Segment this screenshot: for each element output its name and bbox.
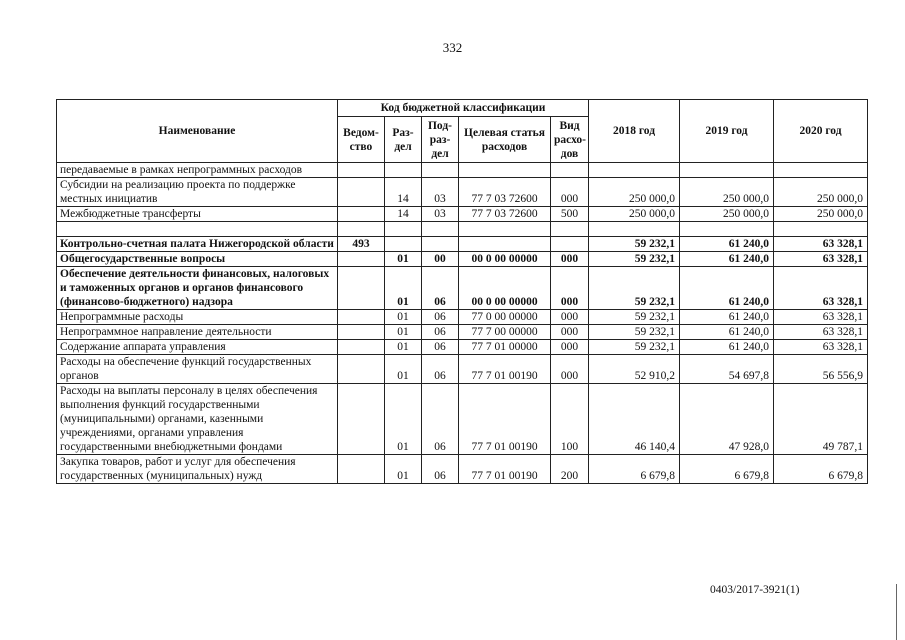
- cell-razdel: 01: [385, 340, 422, 355]
- table-row: [57, 340, 868, 355]
- table-row: [57, 355, 868, 384]
- cell-vid: 000: [551, 355, 589, 384]
- table-row: [57, 267, 868, 310]
- cell-celevaya-statya: 77 7 01 00190: [459, 355, 551, 384]
- cell-vid: 000: [551, 310, 589, 325]
- cell-2018: [589, 222, 680, 237]
- cell-razdel: 01: [385, 310, 422, 325]
- cell-2018: 59 232,1: [589, 267, 680, 310]
- row-name: Контрольно-счетная палата Нижегородской области: [57, 237, 338, 252]
- row-name: Общегосударственные вопросы: [57, 252, 338, 267]
- cell-2019: 61 240,0: [680, 325, 774, 340]
- cell-razdel: 01: [385, 455, 422, 484]
- cell-vedomstvo: [338, 340, 385, 355]
- budget-table-container: [56, 99, 867, 484]
- cell-vid: 100: [551, 384, 589, 455]
- cell-2019: [680, 163, 774, 178]
- row-name: Закупка товаров, работ и услуг для обеспечения государственных (муниципальных) нужд: [57, 455, 338, 484]
- cell-2019: 54 697,8: [680, 355, 774, 384]
- cell-celevaya-statya: 00 0 00 00000: [459, 252, 551, 267]
- cell-podrazdel: [422, 163, 459, 178]
- cell-vedomstvo: [338, 267, 385, 310]
- row-name: Непрограммное направление деятельности: [57, 325, 338, 340]
- cell-2019: [680, 222, 774, 237]
- row-name: Обеспечение деятельности финансовых, налоговых и таможенных органов и органов финансового (финансово-бюджетного) надзора: [57, 267, 338, 310]
- cell-2018: 250 000,0: [589, 207, 680, 222]
- cell-2020: 63 328,1: [774, 310, 868, 325]
- cell-vid: 000: [551, 340, 589, 355]
- cell-podrazdel: 03: [422, 207, 459, 222]
- cell-vedomstvo: [338, 355, 385, 384]
- cell-celevaya-statya: 00 0 00 00000: [459, 267, 551, 310]
- cell-razdel: 14: [385, 178, 422, 207]
- cell-vid: 000: [551, 325, 589, 340]
- row-name: Содержание аппарата управления: [57, 340, 338, 355]
- cell-vedomstvo: [338, 163, 385, 178]
- cell-vedomstvo: [338, 207, 385, 222]
- cell-2019: 47 928,0: [680, 384, 774, 455]
- cell-podrazdel: 00: [422, 252, 459, 267]
- document-code: 0403/2017-3921(1): [710, 584, 800, 596]
- header-celevaya-statya: Целевая статья расходов: [459, 117, 551, 163]
- cell-razdel: [385, 237, 422, 252]
- cell-celevaya-statya: 77 7 01 00000: [459, 340, 551, 355]
- cell-vid: 000: [551, 252, 589, 267]
- cell-2018: [589, 163, 680, 178]
- cell-razdel: 14: [385, 207, 422, 222]
- row-name: Субсидии на реализацию проекта по поддержке местных инициатив: [57, 178, 338, 207]
- cell-vedomstvo: [338, 310, 385, 325]
- cell-2020: 56 556,9: [774, 355, 868, 384]
- table-row: [57, 455, 868, 484]
- cell-celevaya-statya: 77 7 03 72600: [459, 178, 551, 207]
- cell-podrazdel: 06: [422, 384, 459, 455]
- cell-2020: 63 328,1: [774, 267, 868, 310]
- cell-podrazdel: 06: [422, 340, 459, 355]
- cell-vedomstvo: 493: [338, 237, 385, 252]
- cell-podrazdel: [422, 237, 459, 252]
- row-name: Расходы на обеспечение функций государственных органов: [57, 355, 338, 384]
- cell-2019: 61 240,0: [680, 310, 774, 325]
- header-2019: 2019 год: [680, 100, 774, 163]
- cell-vid: [551, 237, 589, 252]
- cell-2020: 250 000,0: [774, 207, 868, 222]
- cell-razdel: 01: [385, 267, 422, 310]
- header-2020: 2020 год: [774, 100, 868, 163]
- cell-vid: 000: [551, 267, 589, 310]
- cell-celevaya-statya: 77 7 01 00190: [459, 455, 551, 484]
- cell-2018: 6 679,8: [589, 455, 680, 484]
- cell-podrazdel: 06: [422, 355, 459, 384]
- table-row: [57, 163, 868, 178]
- cell-podrazdel: 06: [422, 455, 459, 484]
- table-row: [57, 222, 868, 237]
- cell-2020: 250 000,0: [774, 178, 868, 207]
- cell-vedomstvo: [338, 325, 385, 340]
- cell-2019: 61 240,0: [680, 267, 774, 310]
- cell-celevaya-statya: 77 0 00 00000: [459, 310, 551, 325]
- cell-vid: 200: [551, 455, 589, 484]
- table-row: [57, 384, 868, 455]
- cell-2020: 49 787,1: [774, 384, 868, 455]
- header-2018: 2018 год: [589, 100, 680, 163]
- cell-2020: [774, 163, 868, 178]
- header-code-group: Код бюджетной классификации: [338, 100, 589, 117]
- cell-2018: 250 000,0: [589, 178, 680, 207]
- cell-vid: 500: [551, 207, 589, 222]
- cell-podrazdel: [422, 222, 459, 237]
- cell-podrazdel: 03: [422, 178, 459, 207]
- table-row: [57, 207, 868, 222]
- cell-vedomstvo: [338, 178, 385, 207]
- header-vedomstvo: Ведом-ство: [338, 117, 385, 163]
- cell-2018: 59 232,1: [589, 310, 680, 325]
- cell-2019: 61 240,0: [680, 252, 774, 267]
- header-razdel: Раз-дел: [385, 117, 422, 163]
- cell-2020: 63 328,1: [774, 237, 868, 252]
- cell-razdel: 01: [385, 355, 422, 384]
- cell-celevaya-statya: [459, 222, 551, 237]
- cell-podrazdel: 06: [422, 310, 459, 325]
- cell-razdel: 01: [385, 384, 422, 455]
- cell-razdel: 01: [385, 325, 422, 340]
- cell-2020: 63 328,1: [774, 252, 868, 267]
- scan-edge-line: [896, 584, 897, 640]
- table-row: [57, 325, 868, 340]
- budget-table: [56, 99, 868, 484]
- header-name: Наименование: [57, 100, 338, 163]
- cell-2018: 59 232,1: [589, 325, 680, 340]
- row-name: передаваемые в рамках непрограммных расходов: [57, 163, 338, 178]
- cell-2020: 63 328,1: [774, 325, 868, 340]
- cell-vid: 000: [551, 178, 589, 207]
- table-row: [57, 178, 868, 207]
- cell-razdel: 01: [385, 252, 422, 267]
- row-name: Расходы на выплаты персоналу в целях обеспечения выполнения функций государственными (муниципальными) органами, казенными учреждениями, органами управления государственными внебюджетными фондами: [57, 384, 338, 455]
- cell-razdel: [385, 222, 422, 237]
- cell-celevaya-statya: 77 7 01 00190: [459, 384, 551, 455]
- cell-2018: 59 232,1: [589, 252, 680, 267]
- cell-2020: 63 328,1: [774, 340, 868, 355]
- cell-podrazdel: 06: [422, 325, 459, 340]
- cell-podrazdel: 06: [422, 267, 459, 310]
- cell-2019: 250 000,0: [680, 178, 774, 207]
- cell-celevaya-statya: 77 7 00 00000: [459, 325, 551, 340]
- cell-2019: 6 679,8: [680, 455, 774, 484]
- cell-vedomstvo: [338, 222, 385, 237]
- row-name: Непрограммные расходы: [57, 310, 338, 325]
- cell-2018: 59 232,1: [589, 340, 680, 355]
- table-row: [57, 310, 868, 325]
- cell-celevaya-statya: 77 7 03 72600: [459, 207, 551, 222]
- cell-2019: 61 240,0: [680, 340, 774, 355]
- cell-2020: 6 679,8: [774, 455, 868, 484]
- cell-2019: 61 240,0: [680, 237, 774, 252]
- cell-razdel: [385, 163, 422, 178]
- cell-celevaya-statya: [459, 237, 551, 252]
- cell-2020: [774, 222, 868, 237]
- row-name: [57, 222, 338, 237]
- cell-2018: 52 910,2: [589, 355, 680, 384]
- cell-celevaya-statya: [459, 163, 551, 178]
- cell-vedomstvo: [338, 384, 385, 455]
- cell-vid: [551, 163, 589, 178]
- cell-vedomstvo: [338, 455, 385, 484]
- row-name: Межбюджетные трансферты: [57, 207, 338, 222]
- header-podrazdel: Под-раз-дел: [422, 117, 459, 163]
- table-row: [57, 252, 868, 267]
- cell-2018: 59 232,1: [589, 237, 680, 252]
- table-row: [57, 237, 868, 252]
- page-number: 332: [442, 40, 463, 55]
- cell-vedomstvo: [338, 252, 385, 267]
- cell-2018: 46 140,4: [589, 384, 680, 455]
- cell-vid: [551, 222, 589, 237]
- cell-2019: 250 000,0: [680, 207, 774, 222]
- header-vid-rashodov: Вид расхо-дов: [551, 117, 589, 163]
